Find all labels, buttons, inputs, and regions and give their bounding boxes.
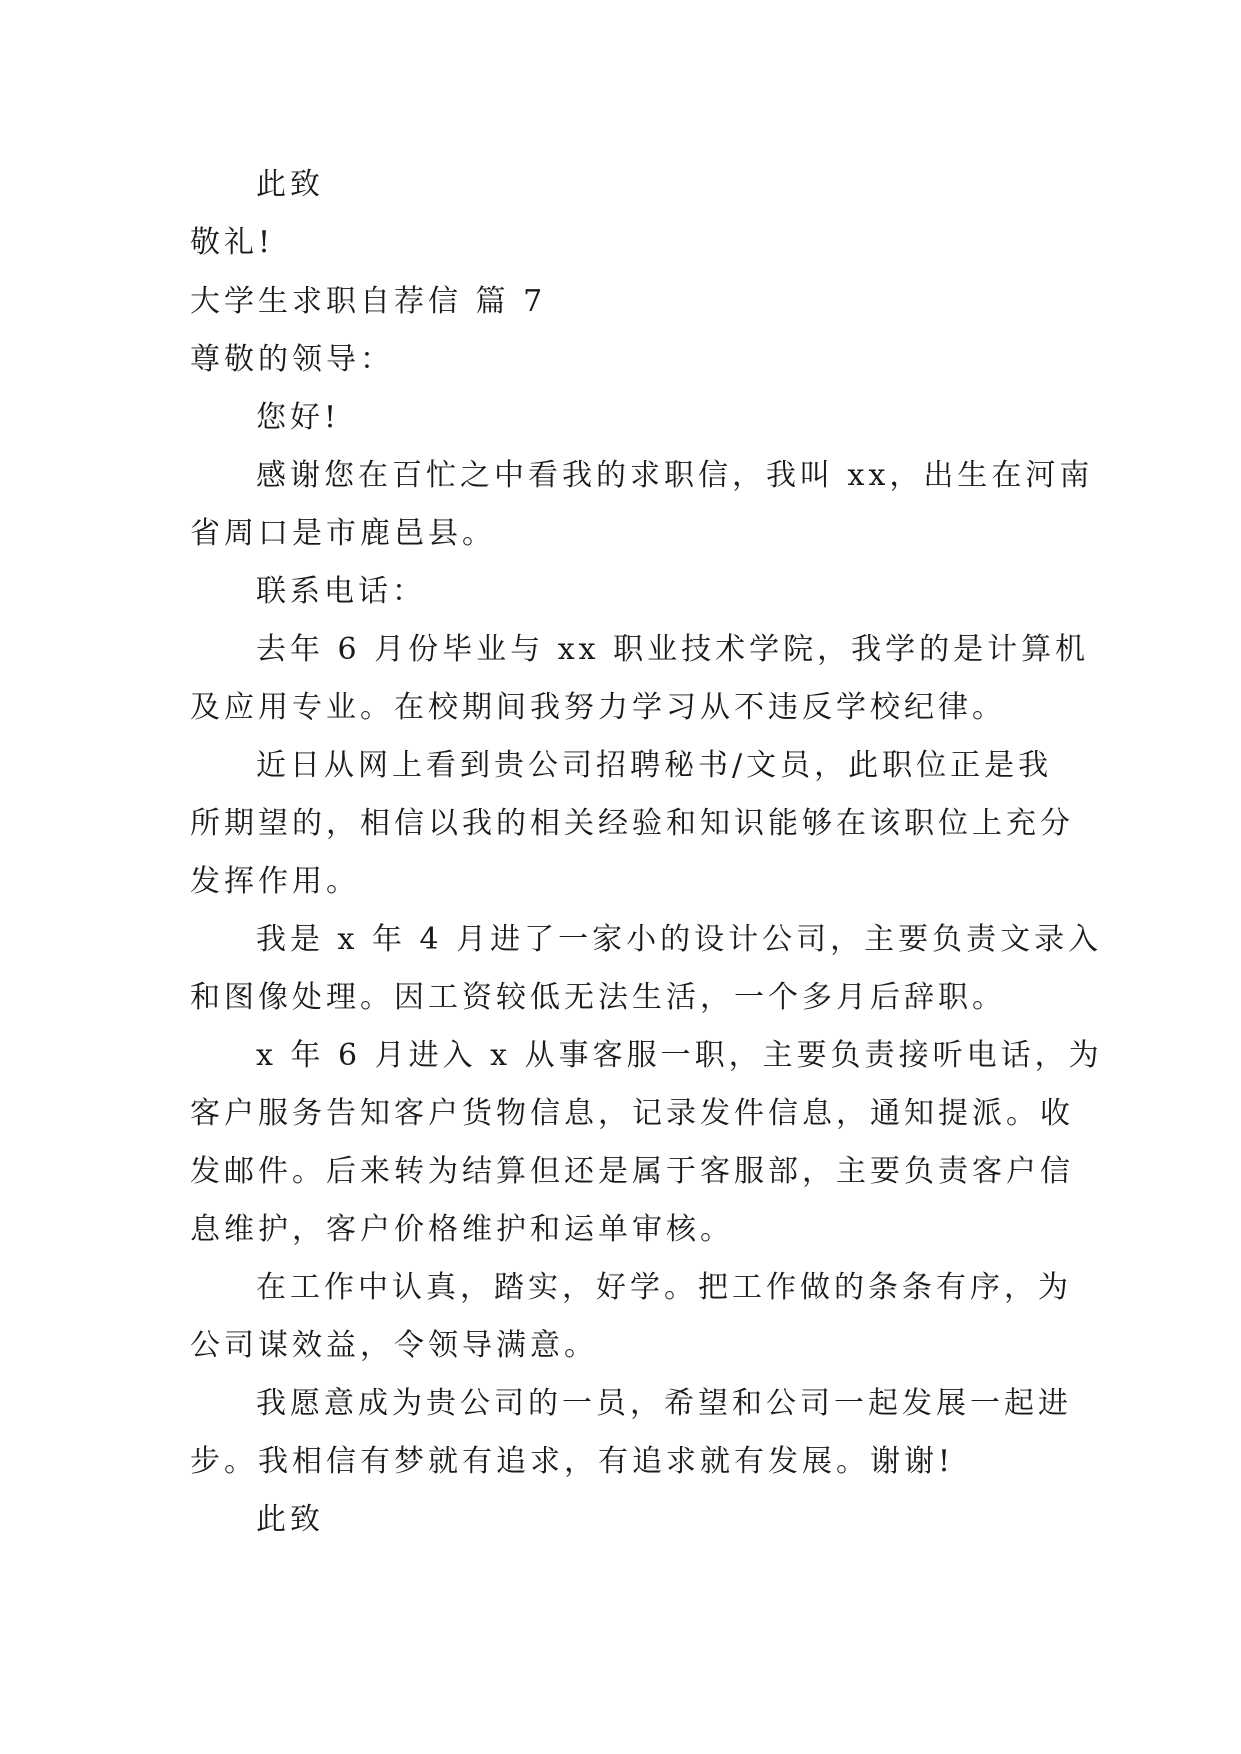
paragraph-line: 我是 x 年 4 月进了一家小的设计公司，主要负责文录入 — [256, 922, 1103, 957]
greeting: 您好! — [256, 400, 341, 435]
paragraph-line: 和图像处理。因工资较低无法生活，一个多月后辞职。 — [190, 980, 1006, 1015]
paragraph-line: 联系电话： — [256, 574, 426, 609]
paragraph-line: 在工作中认真，踏实，好学。把工作做的条条有序，为 — [256, 1270, 1072, 1305]
paragraph-line: 发挥作用。 — [190, 864, 360, 899]
paragraph-line: 我愿意成为贵公司的一员，希望和公司一起发展一起进 — [256, 1386, 1072, 1421]
paragraph-line: 所期望的，相信以我的相关经验和知识能够在该职位上充分 — [190, 806, 1074, 841]
salute-top: 敬礼! — [190, 225, 275, 260]
paragraph-line: 发邮件。后来转为结算但还是属于客服部，主要负责客户信 — [190, 1154, 1074, 1189]
paragraph-line: 近日从网上看到贵公司招聘秘书/文员，此职位正是我 — [256, 748, 1053, 783]
paragraph-line: x 年 6 月进入 x 从事客服一职，主要负责接听电话，为 — [256, 1038, 1103, 1073]
paragraph-line: 感谢您在百忙之中看我的求职信，我叫 xx，出生在河南 — [256, 458, 1094, 493]
paragraph-line: 步。我相信有梦就有追求，有追求就有发展。谢谢! — [190, 1444, 955, 1479]
paragraph-line: 息维护，客户价格维护和运单审核。 — [190, 1212, 734, 1247]
paragraph-line: 及应用专业。在校期间我努力学习从不违反学校纪律。 — [190, 690, 1006, 725]
recipient: 尊敬的领导： — [190, 342, 394, 377]
closing-top: 此致 — [256, 167, 324, 202]
paragraph-line: 公司谋效益，令领导满意。 — [190, 1328, 598, 1363]
closing-bottom: 此致 — [256, 1502, 324, 1537]
letter-heading: 大学生求职自荐信 篇 7 — [190, 284, 547, 319]
paragraph-line: 省周口是市鹿邑县。 — [190, 516, 496, 551]
paragraph-line: 客户服务告知客户货物信息，记录发件信息，通知提派。收 — [190, 1096, 1074, 1131]
paragraph-line: 去年 6 月份毕业与 xx 职业技术学院，我学的是计算机 — [256, 632, 1090, 667]
